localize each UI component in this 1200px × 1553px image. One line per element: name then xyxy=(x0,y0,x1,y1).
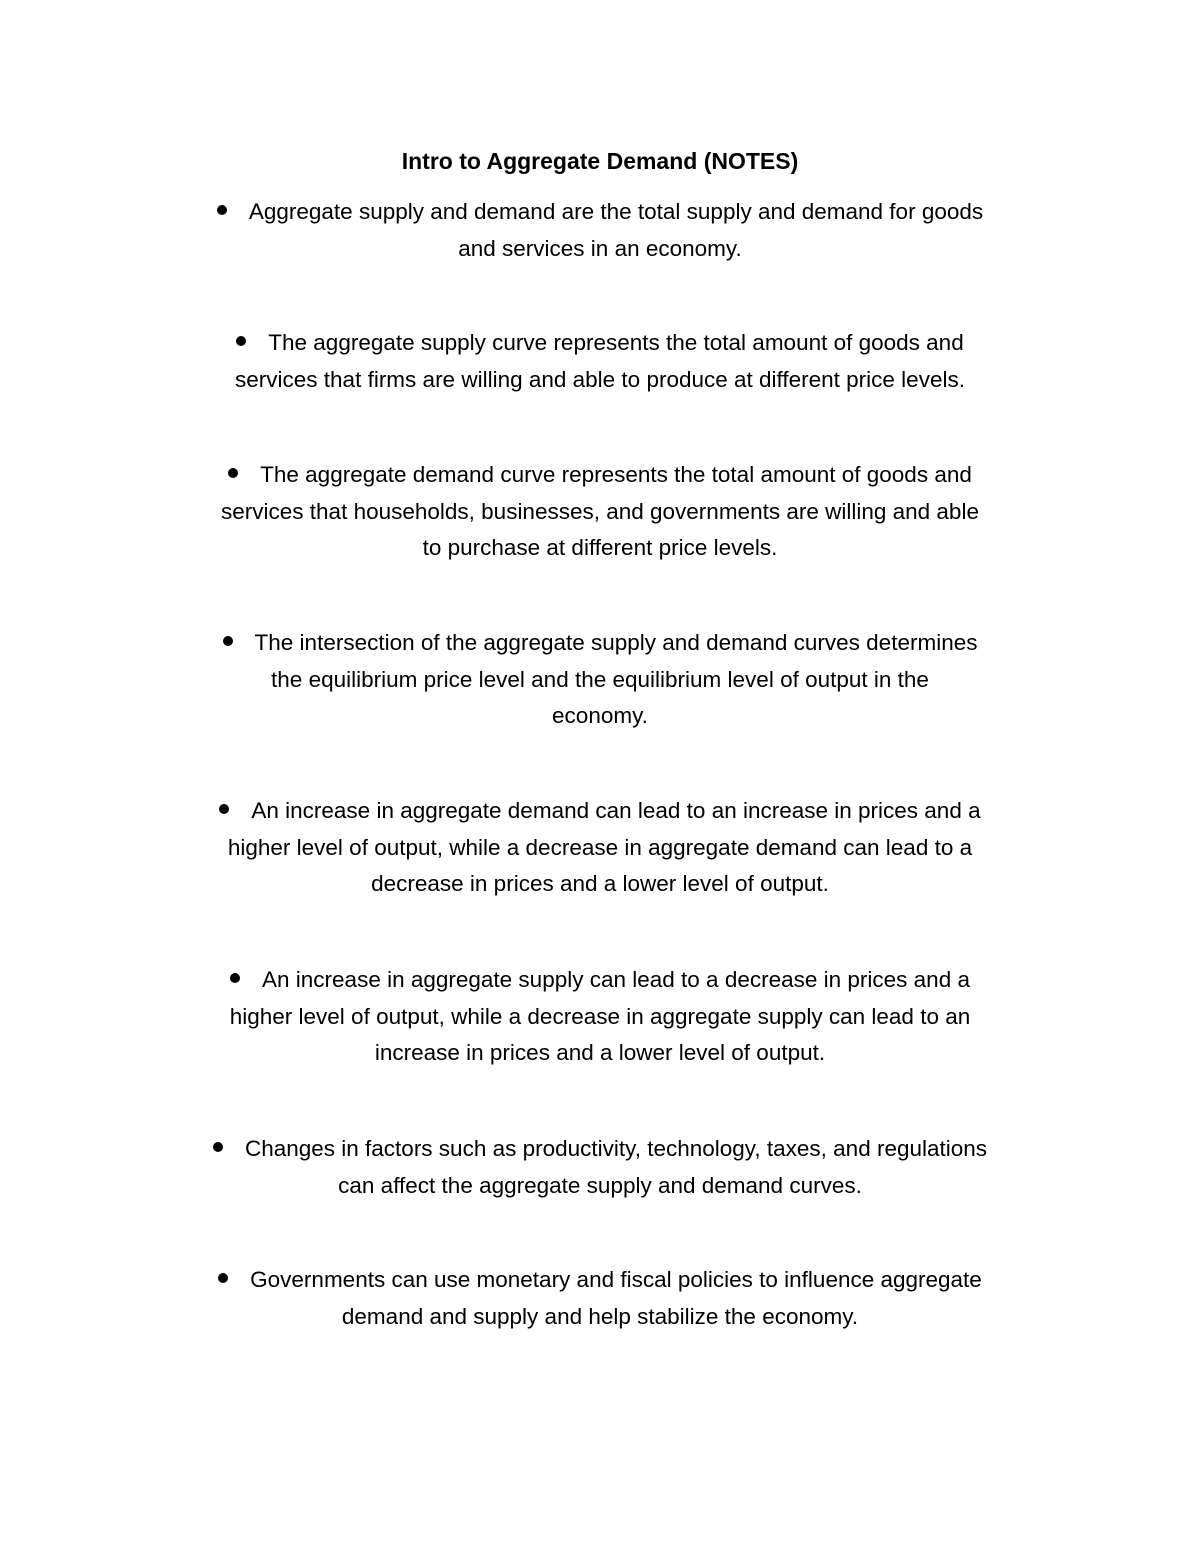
bullet-line: the equilibrium price level and the equilibrium level of output in the xyxy=(271,666,929,692)
bullet-line: services that firms are willing and able to produce at different price levels. xyxy=(235,366,965,392)
bullet-item-4 xyxy=(0,625,1200,735)
bullet-icon xyxy=(223,636,233,646)
bullet-line: higher level of output, while a decrease in aggregate supply can lead to an xyxy=(229,1003,971,1029)
bullet-icon xyxy=(236,336,246,346)
bullet-item-6 xyxy=(0,962,1200,1072)
bullet-line: Governments can use monetary and fiscal policies to influence aggregate xyxy=(0,1262,1200,1299)
bullet-line: increase in prices and a lower level of output. xyxy=(374,1040,826,1065)
bullet-icon xyxy=(230,973,240,983)
bullet-item-1 xyxy=(0,194,1200,267)
bullet-icon xyxy=(217,205,227,215)
bullet-icon xyxy=(213,1142,223,1152)
bullet-line: to purchase at different price levels. xyxy=(422,535,778,560)
bullet-line: The aggregate supply curve represents the total amount of goods and xyxy=(0,325,1200,362)
bullet-line: services that households, businesses, and governments are willing and able xyxy=(221,498,979,524)
bullet-icon xyxy=(218,1273,228,1283)
bullet-icon xyxy=(219,804,229,814)
bullet-item-8 xyxy=(0,1262,1200,1335)
bullet-item-7 xyxy=(0,1131,1200,1204)
bullet-line: The intersection of the aggregate supply and demand curves determines xyxy=(0,625,1200,662)
bullet-item-3 xyxy=(0,457,1200,567)
bullet-line: Changes in factors such as productivity, technology, taxes, and regulations xyxy=(0,1131,1200,1168)
bullet-item-5 xyxy=(0,793,1200,903)
bullet-line: economy. xyxy=(552,703,648,728)
bullet-line: higher level of output, while a decrease in aggregate demand can lead to a xyxy=(227,834,973,860)
bullet-line: can affect the aggregate supply and demand curves. xyxy=(338,1172,862,1198)
bullet-line: demand and supply and help stabilize the economy. xyxy=(341,1303,859,1329)
bullet-line: An increase in aggregate demand can lead to an increase in prices and a xyxy=(0,793,1200,830)
bullet-line: The aggregate demand curve represents the total amount of goods and xyxy=(0,457,1200,494)
bullet-item-2 xyxy=(0,325,1200,398)
bullet-icon xyxy=(228,468,238,478)
bullet-line: decrease in prices and a lower level of output. xyxy=(371,871,829,896)
page-title: Intro to Aggregate Demand (NOTES) xyxy=(401,148,799,174)
bullet-line: An increase in aggregate supply can lead to a decrease in prices and a xyxy=(0,962,1200,999)
bullet-line: Aggregate supply and demand are the total supply and demand for goods xyxy=(0,194,1200,231)
bullet-line: and services in an economy. xyxy=(458,235,742,261)
